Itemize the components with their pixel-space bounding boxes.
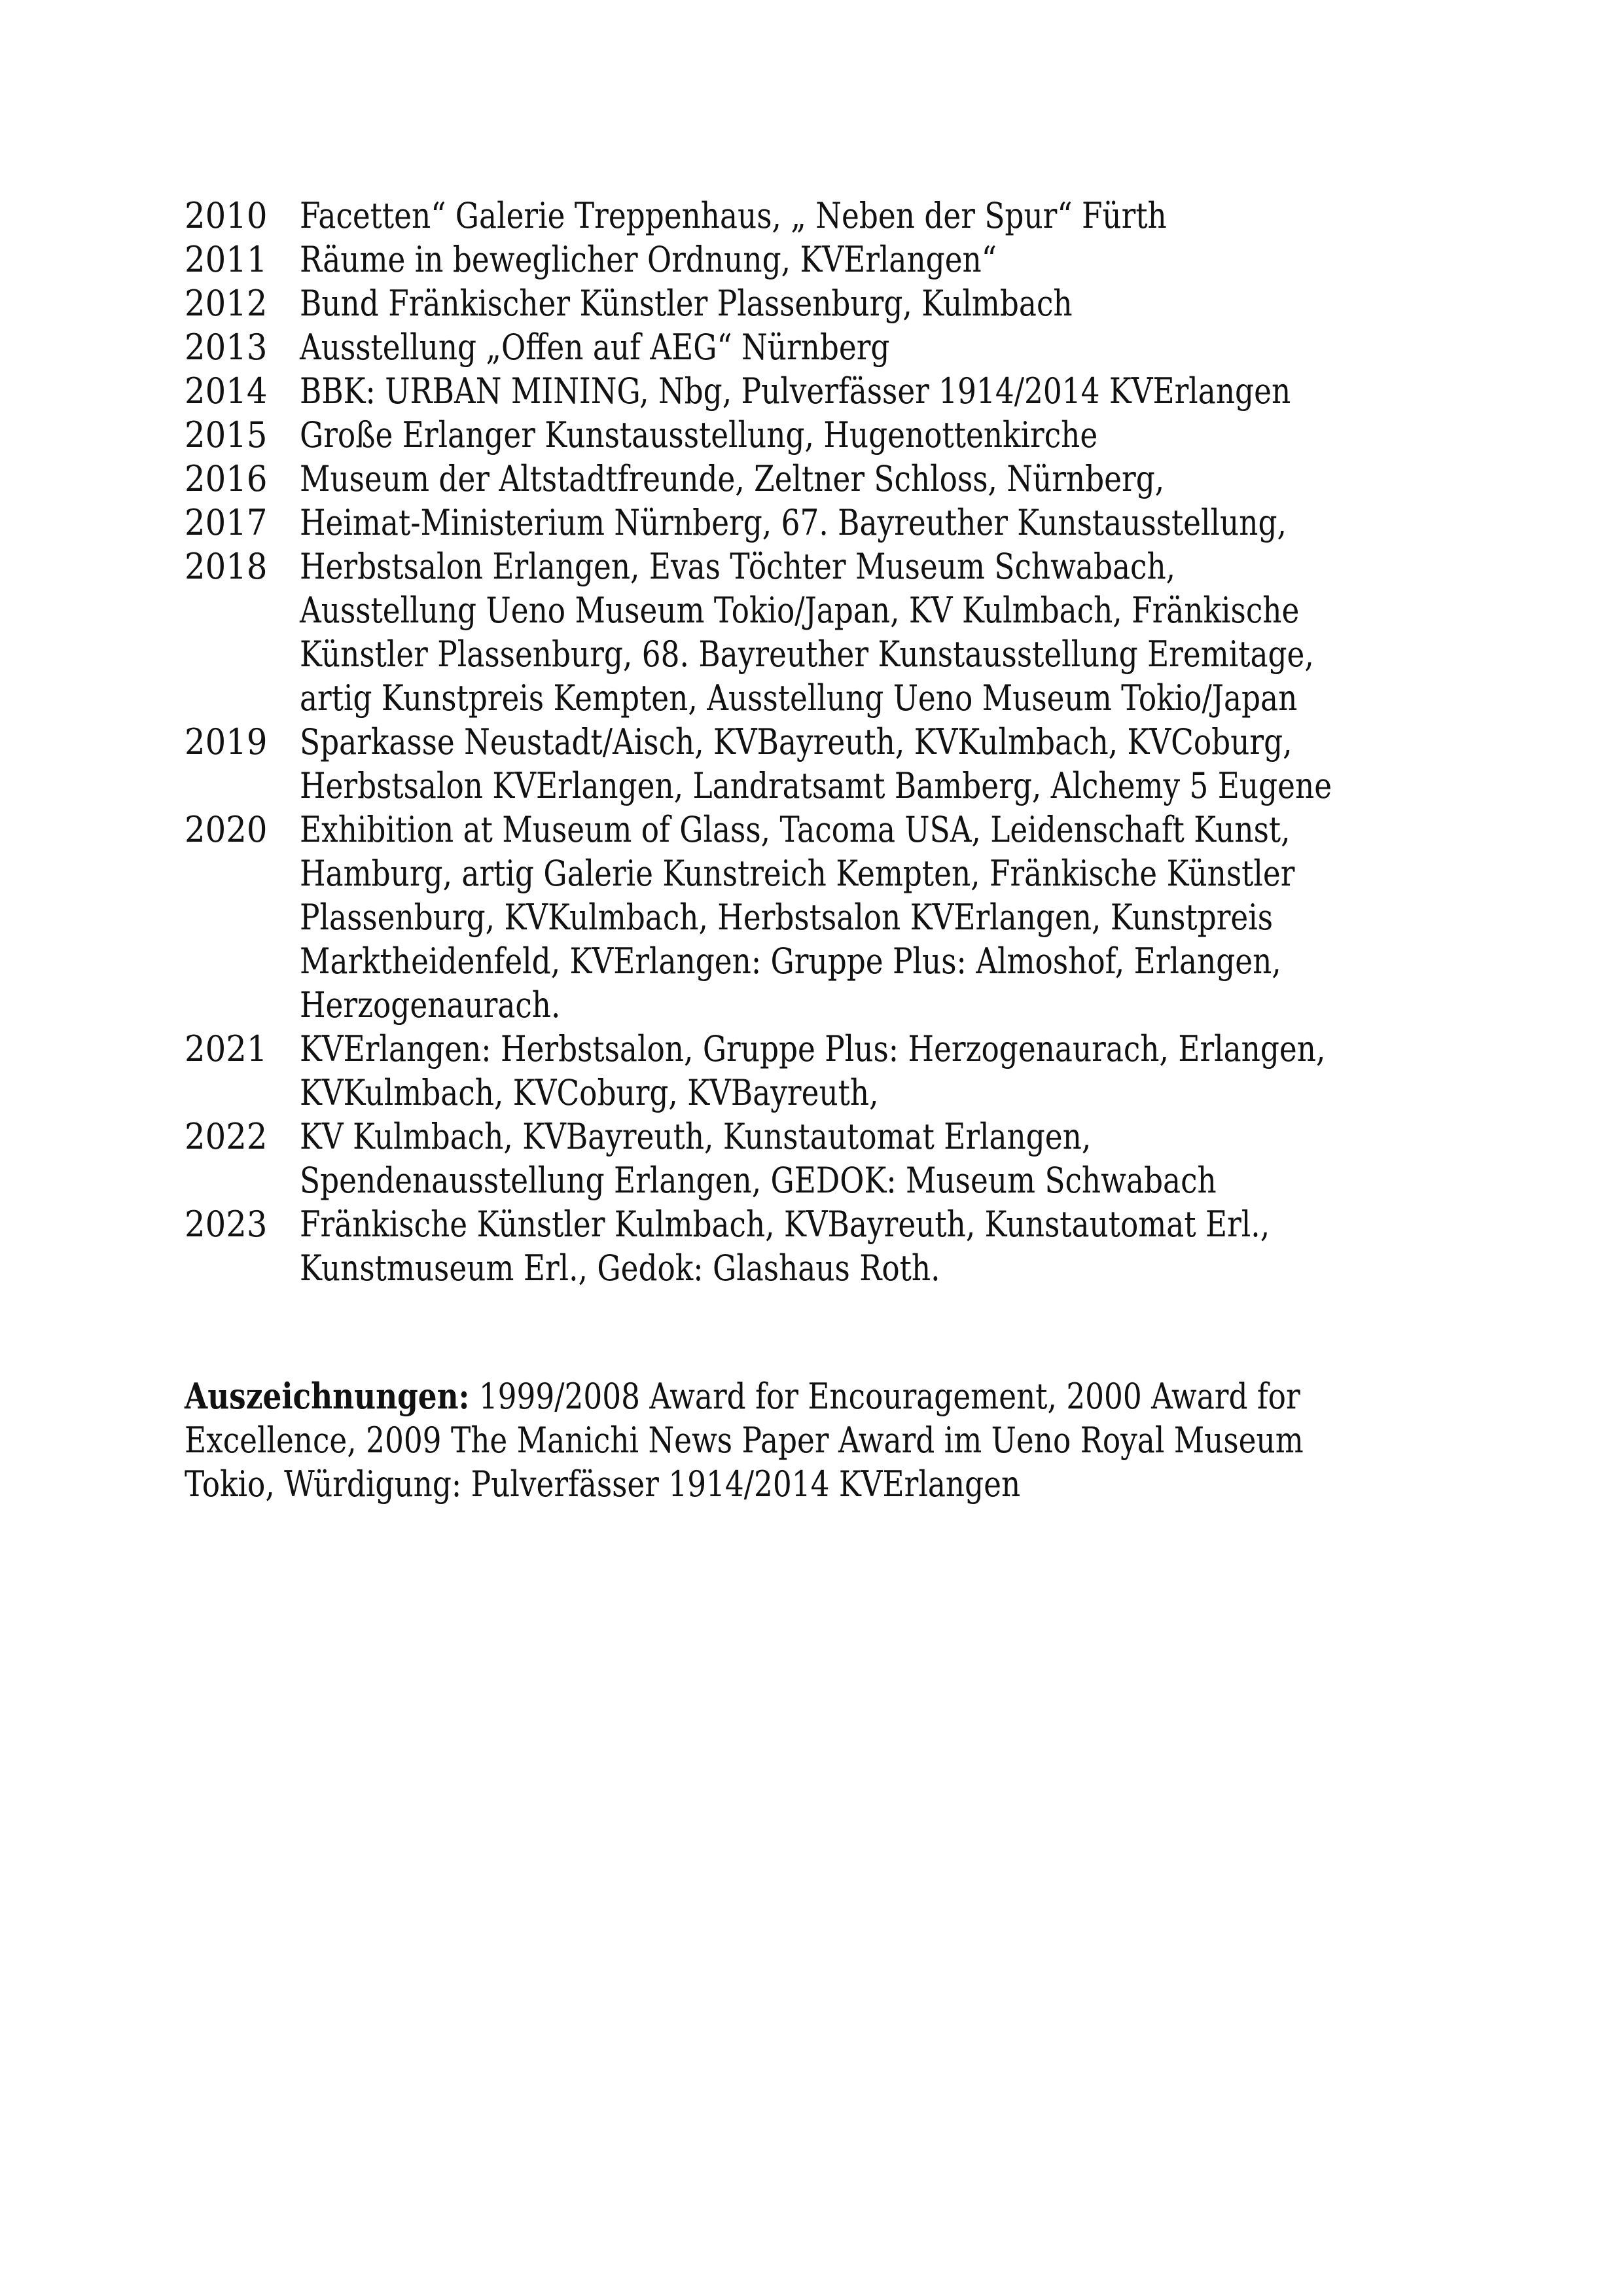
exhibition-line: BBK: URBAN MINING, Nbg, Pulverfässer 1914/2014 KVErlangen xyxy=(300,370,1291,412)
exhibition-entry xyxy=(185,545,1467,720)
exhibition-year: 2013 xyxy=(185,327,268,368)
exhibition-line: Fränkische Künstler Kulmbach, KVBayreuth, Kunstautomat Erl., xyxy=(300,1204,1270,1245)
exhibition-line: Hamburg, artig Galerie Kunstreich Kempten, Fränkische Künstler xyxy=(300,853,1295,894)
exhibition-text xyxy=(300,545,1507,720)
awards-first-line xyxy=(185,1374,1300,1418)
awards-line: Tokio, Würdigung: Pulverfässer 1914/2014 KVErlangen xyxy=(185,1463,1021,1505)
exhibition-year: 2019 xyxy=(185,721,268,762)
exhibition-line: Exhibition at Museum of Glass, Tacoma USA, Leidenschaft Kunst, xyxy=(300,809,1291,850)
exhibition-line: KVErlangen: Herbstsalon, Gruppe Plus: Herzogenaurach, Erlangen, xyxy=(300,1028,1326,1069)
exhibition-line: Künstler Plassenburg, 68. Bayreuther Kunstausstellung Eremitage, xyxy=(300,634,1314,675)
exhibition-text xyxy=(300,457,1467,501)
exhibition-year: 2022 xyxy=(185,1116,268,1157)
exhibition-line: Bund Fränkischer Künstler Plassenburg, Kulmbach xyxy=(300,283,1073,324)
exhibition-entry xyxy=(185,720,1467,808)
exhibition-entry xyxy=(185,1202,1467,1290)
exhibition-line: Räume in beweglicher Ordnung, KVErlangen“ xyxy=(300,239,997,280)
exhibition-line: Herzogenaurach. xyxy=(300,984,561,1026)
exhibition-text xyxy=(300,413,1467,457)
exhibition-year: 2020 xyxy=(185,809,268,850)
exhibition-entry xyxy=(185,194,1467,238)
exhibition-entry xyxy=(185,281,1467,325)
exhibition-year: 2015 xyxy=(185,414,268,456)
exhibition-year: 2014 xyxy=(185,370,268,412)
exhibition-text xyxy=(300,1027,1521,1115)
exhibition-entry xyxy=(185,1115,1467,1202)
exhibition-entry xyxy=(185,1027,1467,1115)
awards-text: 1999/2008 Award for Encouragement, 2000 Award for xyxy=(469,1376,1300,1417)
exhibition-line: Ausstellung Ueno Museum Tokio/Japan, KV Kulmbach, Fränkische xyxy=(300,590,1300,631)
awards-label: Auszeichnungen: xyxy=(185,1375,470,1417)
exhibition-text xyxy=(300,369,1480,413)
exhibition-line: Kunstmuseum Erl., Gedok: Glashaus Roth. xyxy=(300,1247,940,1289)
exhibition-line: Heimat-Ministerium Nürnberg, 67. Bayreuther Kunstausstellung, xyxy=(300,502,1287,543)
exhibition-line: Museum der Altstadtfreunde, Zeltner Schloss, Nürnberg, xyxy=(300,458,1165,499)
exhibition-entry xyxy=(185,457,1467,501)
exhibition-line: Große Erlanger Kunstausstellung, Hugenottenkirche xyxy=(300,414,1098,456)
awards-line: Excellence, 2009 The Manichi News Paper Award im Ueno Royal Museum xyxy=(185,1420,1304,1461)
exhibition-year: 2017 xyxy=(185,502,268,543)
exhibition-line: KV Kulmbach, KVBayreuth, Kunstautomat Erlangen, xyxy=(300,1116,1092,1157)
exhibition-year: 2016 xyxy=(185,458,268,499)
exhibition-entry xyxy=(185,413,1467,457)
exhibition-line: Sparkasse Neustadt/Aisch, KVBayreuth, KVKulmbach, KVCoburg, xyxy=(300,721,1293,762)
exhibition-year: 2023 xyxy=(185,1204,268,1245)
exhibition-line: Facetten“ Galerie Treppenhaus, „ Neben der Spur“ Fürth xyxy=(300,195,1167,236)
exhibition-year: 2010 xyxy=(185,195,268,236)
exhibition-line: Spendenausstellung Erlangen, GEDOK: Museum Schwabach xyxy=(300,1160,1217,1201)
exhibition-year: 2011 xyxy=(185,239,268,280)
exhibition-entry xyxy=(185,501,1467,545)
exhibition-text xyxy=(300,808,1484,1027)
exhibition-year: 2018 xyxy=(185,546,268,587)
exhibition-list xyxy=(185,194,1467,1290)
exhibition-text xyxy=(300,1202,1467,1290)
exhibition-line: Ausstellung „Offen auf AEG“ Nürnberg xyxy=(300,327,890,368)
exhibition-text xyxy=(300,325,1467,369)
exhibition-entry xyxy=(185,808,1467,1027)
exhibition-text xyxy=(300,238,1467,281)
exhibition-line: Herbstsalon KVErlangen, Landratsamt Bamberg, Alchemy 5 Eugene xyxy=(300,765,1332,806)
exhibition-text xyxy=(300,281,1467,325)
exhibition-entry xyxy=(185,369,1467,413)
exhibition-line: Plassenburg, KVKulmbach, Herbstsalon KVErlangen, Kunstpreis xyxy=(300,897,1274,938)
exhibition-year: 2012 xyxy=(185,283,268,324)
exhibition-entry xyxy=(185,238,1467,281)
awards-section xyxy=(185,1374,1467,1506)
exhibition-text xyxy=(300,194,1467,238)
exhibition-text xyxy=(300,720,1528,808)
exhibition-text xyxy=(300,1115,1467,1202)
exhibition-line: Marktheidenfeld, KVErlangen: Gruppe Plus: Almoshof, Erlangen, xyxy=(300,941,1281,982)
exhibition-line: Herbstsalon Erlangen, Evas Töchter Museum Schwabach, xyxy=(300,546,1176,587)
exhibition-entry xyxy=(185,325,1467,369)
exhibition-line: KVKulmbach, KVCoburg, KVBayreuth, xyxy=(300,1072,879,1113)
exhibition-year: 2021 xyxy=(185,1028,268,1069)
exhibition-line: artig Kunstpreis Kempten, Ausstellung Ueno Museum Tokio/Japan xyxy=(300,677,1298,719)
exhibition-text xyxy=(300,501,1474,545)
